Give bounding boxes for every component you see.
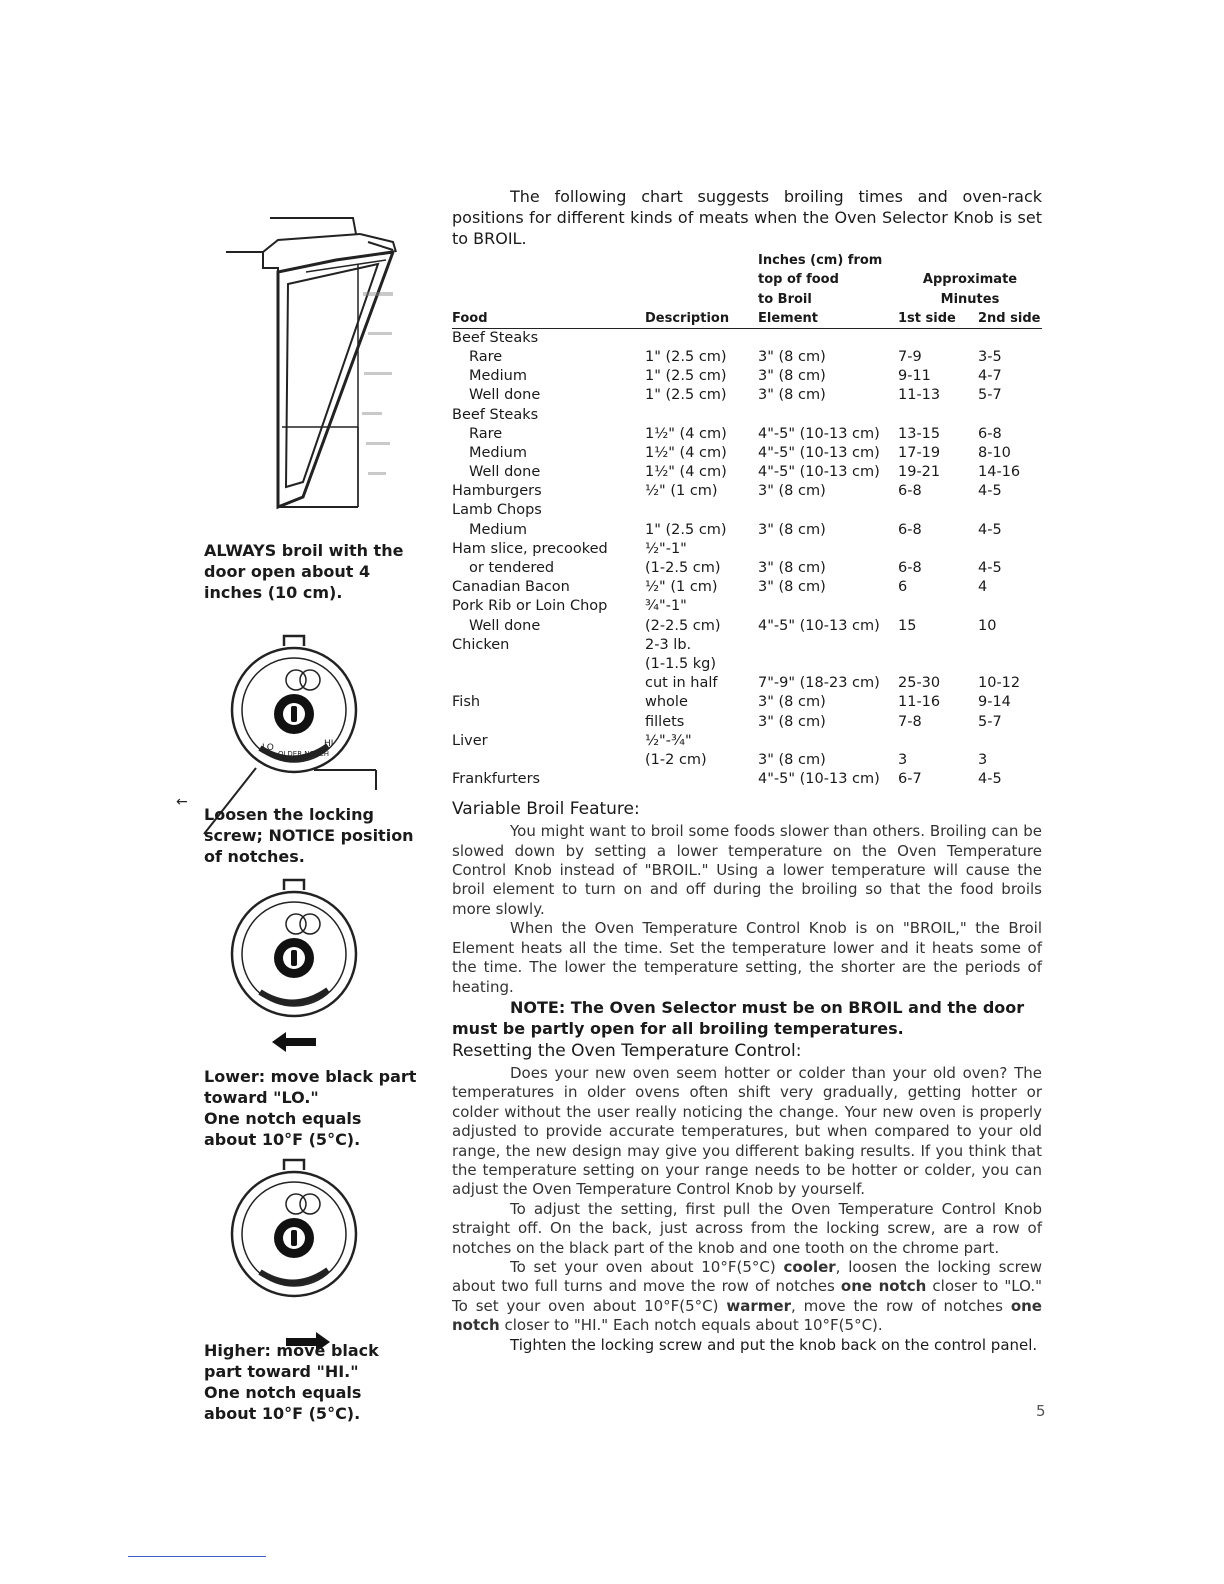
caption-always-broil: ALWAYS broil with the door open about 4 inches (10 cm). [204, 541, 404, 602]
cell-description: 1" (2.5 cm) [645, 521, 727, 538]
cell-food: Lamb Chops [452, 502, 542, 519]
cell-food: Rare [469, 348, 503, 365]
footer-rule [128, 1556, 266, 1557]
knob-lo-label: LO [262, 743, 274, 753]
intro-paragraph: The following chart suggests broiling times and oven-rack positions for different kinds of meats when the Oven Selector Knob is set to BROIL. [452, 187, 1042, 248]
cell-description: ½" (1 cm) [645, 483, 718, 500]
cell-inches [758, 636, 898, 655]
cell-food: Well done [469, 387, 541, 404]
cell-inches: 3" (8 cm) [758, 483, 826, 500]
cell-food [452, 713, 645, 732]
oven-door-open-illustration [218, 212, 438, 537]
cell-description: 1½" (4 cm) [645, 444, 727, 461]
cell-1st-side [898, 406, 978, 425]
cell-description [645, 406, 758, 425]
page-number: 5 [1036, 1402, 1046, 1420]
cell-2nd-side: 6-8 [978, 425, 1002, 442]
cell-1st-side: 6-7 [898, 771, 922, 788]
cell-2nd-side [978, 597, 1042, 616]
header-2nd-side: 2nd side [978, 307, 1042, 329]
cell-inches: 3" (8 cm) [758, 713, 826, 730]
cell-1st-side: 6-8 [898, 521, 922, 538]
cell-2nd-side: 14-16 [978, 464, 1021, 481]
cell-2nd-side: 4 [978, 579, 988, 596]
table-row [452, 713, 1042, 732]
cell-description: 2-3 lb. [645, 636, 692, 653]
cell-description: 1½" (4 cm) [645, 425, 727, 442]
cell-description: cut in half [645, 675, 718, 692]
cell-description: ½" (1 cm) [645, 579, 718, 596]
cell-inches: 3" (8 cm) [758, 368, 826, 385]
resetting-paragraph-3: To set your oven about 10°F(5°C) cooler, loosen the locking screw about two full turns and move the row of notches one notch closer to "LO." To set your oven about 10°F(5°C) warmer, move the row of notches one notch closer to "HI." Each notch equals about 10°F(5°C). [452, 1257, 1042, 1335]
cell-1st-side: 11-13 [898, 387, 941, 404]
table-row [452, 406, 1042, 425]
cell-2nd-side: 10 [978, 617, 997, 634]
knob-illustration-loosen [176, 638, 434, 810]
cell-food: Medium [469, 444, 527, 461]
cell-1st-side [898, 597, 978, 616]
cell-inches: 4"-5" (10-13 cm) [758, 444, 880, 461]
cell-food: Frankfurters [452, 771, 541, 788]
cell-2nd-side: 3-5 [978, 348, 1002, 365]
cell-inches: 4"-5" (10-13 cm) [758, 464, 880, 481]
table-row [452, 482, 1042, 501]
cell-description: 1" (2.5 cm) [645, 387, 727, 404]
caption-higher-notch: One notch equals about 10°F (5°C). [204, 1383, 362, 1423]
cell-1st-side: 6-8 [898, 483, 922, 500]
cell-inches [758, 540, 898, 559]
cell-1st-side: 17-19 [898, 444, 941, 461]
cell-2nd-side: 10-12 [978, 675, 1021, 692]
cell-food: or tendered [469, 560, 555, 576]
table-row [452, 655, 1042, 674]
cell-inches: 3" (8 cm) [758, 579, 826, 596]
cell-inches: 3" (8 cm) [758, 521, 826, 538]
cell-1st-side: 7-9 [898, 348, 922, 365]
cell-food [452, 751, 645, 770]
cell-1st-side [898, 732, 978, 751]
cell-1st-side [898, 636, 978, 655]
broil-note: NOTE: The Oven Selector must be on BROIL and the door must be partly open for all broiling temperatures. [452, 997, 1025, 1038]
cell-food [452, 674, 645, 693]
cell-food: Canadian Bacon [452, 579, 570, 596]
cell-1st-side: 6-8 [898, 560, 922, 576]
knob-hi-label: HI [324, 739, 334, 749]
cell-description: (1-2 cm) [645, 751, 707, 768]
resetting-paragraph-4: Tighten the locking screw and put the knob back on the control panel. [510, 1335, 1038, 1354]
cell-inches: 3" (8 cm) [758, 694, 826, 711]
main-content [452, 186, 1042, 1355]
cell-food: Well done [469, 464, 541, 481]
cell-2nd-side [978, 540, 1042, 559]
cell-1st-side: 19-21 [898, 464, 941, 481]
cell-inches: 3" (8 cm) [758, 560, 826, 576]
header-description: Description [645, 307, 758, 329]
cell-2nd-side [978, 655, 1042, 674]
cell-food: Liver [452, 732, 488, 749]
cell-2nd-side: 4-5 [978, 521, 1002, 538]
cell-1st-side: 7-8 [898, 713, 922, 730]
table-row [452, 617, 1042, 636]
cell-description: fillets [645, 713, 685, 730]
cell-description: (1-2.5 cm) [645, 560, 721, 576]
cell-food [452, 655, 645, 674]
cell-description: ½"-1" [645, 540, 687, 557]
cell-1st-side: 15 [898, 617, 917, 634]
cell-2nd-side: 5-7 [978, 713, 1002, 730]
header-1st-side: 1st side [898, 307, 978, 329]
table-row [452, 540, 1042, 559]
cell-2nd-side: 9-14 [978, 694, 1011, 711]
cell-food: Medium [469, 521, 527, 538]
cell-food: Ham slice, precooked [452, 540, 608, 557]
cell-description: ½"-¾" [645, 732, 692, 749]
cell-food: Fish [452, 694, 481, 711]
variable-broil-heading: Variable Broil Feature: [452, 799, 640, 820]
cell-inches: 4"-5" (10-13 cm) [758, 771, 880, 788]
cell-description: 1" (2.5 cm) [645, 368, 727, 385]
cell-2nd-side: 8-10 [978, 444, 1011, 461]
caption-lower-notch: One notch equals about 10°F (5°C). [204, 1109, 362, 1149]
table-row [452, 578, 1042, 597]
variable-broil-paragraph-2: When the Oven Temperature Control Knob is on "BROIL," the Broil Element heats all the time. Set the temperature lower and it heats some of the time. The lower the temperature setting, the shorter are the periods of heating. [452, 919, 1042, 996]
cell-inches: 7"-9" (18-23 cm) [758, 675, 880, 692]
arrow-left-icon [272, 1032, 316, 1052]
cell-inches: 3" (8 cm) [758, 751, 826, 768]
cell-food: Medium [469, 368, 527, 385]
cell-food: Hamburgers [452, 483, 542, 500]
header-inches-line3: to Broil [758, 291, 812, 307]
cell-2nd-side: 4-5 [978, 483, 1002, 500]
table-row [452, 367, 1042, 386]
cell-1st-side: 13-15 [898, 425, 941, 442]
cell-1st-side: 6 [898, 579, 908, 596]
table-row [452, 674, 1042, 693]
resetting-heading: Resetting the Oven Temperature Control: [452, 1040, 802, 1061]
cell-1st-side: 9-11 [898, 368, 931, 385]
cell-2nd-side: 4-7 [978, 368, 1002, 385]
resetting-paragraph-1: Does your new oven seem hotter or colder than your old oven? The temperatures in older ovens often shift very gradually, getting hotter or colder without the user really noticing the change. Your new oven is properly adjusted to provide accurate temperatures, but when compared to your old range, the new design may give you different baking results. If you think that the temperature setting on your range needs to be hotter or colder, you can adjust the Oven Temperature Control Knob by yourself. [452, 1063, 1042, 1199]
cell-1st-side [898, 540, 978, 559]
cell-1st-side: 3 [898, 751, 908, 768]
cell-1st-side [898, 501, 978, 520]
cell-inches [758, 655, 898, 674]
cell-food: Rare [469, 425, 503, 442]
header-inches-line4: Element [758, 307, 898, 329]
cell-inches: 4"-5" (10-13 cm) [758, 617, 880, 634]
table-row [452, 501, 1042, 520]
knob-notch-text: OLDER NOTCH [278, 750, 330, 758]
header-inches-line2: top of food [758, 272, 839, 288]
knob-illustration-higher [204, 1162, 434, 1352]
cell-2nd-side: 4-5 [978, 771, 1002, 788]
variable-broil-paragraph-1: You might want to broil some foods slower than others. Broiling can be slowed down by setting a lower temperature on the Oven Temperature Control Knob instead of "BROIL." Using a lower temperature will cause the broil element to turn on and off during the broiling so that the food broils more slowly. [452, 822, 1042, 918]
cell-1st-side: 11-16 [898, 694, 941, 711]
cell-inches: 3" (8 cm) [758, 387, 826, 404]
cell-inches [758, 501, 898, 520]
header-minutes: Minutes [940, 291, 1000, 307]
cell-inches [758, 597, 898, 616]
cell-2nd-side [978, 328, 1042, 348]
cell-2nd-side [978, 406, 1042, 425]
table-row [452, 463, 1042, 482]
table-row [452, 770, 1042, 789]
cell-description: whole [645, 694, 688, 711]
cell-2nd-side: 3 [978, 751, 988, 768]
caption-loosen-screw: Loosen the locking screw; NOTICE position of notches. [204, 805, 414, 866]
cell-description: (2-2.5 cm) [645, 617, 721, 634]
cell-food: Beef Steaks [452, 329, 539, 346]
cell-food: Beef Steaks [452, 406, 539, 423]
table-row [452, 636, 1042, 655]
knob-illustration-lower [204, 882, 434, 1062]
caption-higher: Higher: move black part toward "HI." [204, 1341, 379, 1381]
broiling-chart-table [452, 249, 1042, 789]
cell-description: 1" (2.5 cm) [645, 348, 727, 365]
table-row [452, 597, 1042, 616]
cell-inches [758, 406, 898, 425]
table-row [452, 328, 1042, 348]
cell-2nd-side: 5-7 [978, 387, 1002, 404]
cell-food: Pork Rib or Loin Chop [452, 598, 608, 615]
cell-inches: 3" (8 cm) [758, 348, 826, 365]
cell-inches [758, 328, 898, 348]
resetting-paragraph-2: To adjust the setting, first pull the Oven Temperature Control Knob straight off. On the back, just across from the locking screw, are a row of notches on the black part of the knob and one tooth on the chrome part. [452, 1199, 1042, 1257]
table-row [452, 751, 1042, 770]
table-row [452, 521, 1042, 540]
header-inches-line1: Inches (cm) from [758, 253, 883, 269]
cell-description: (1-1.5 kg) [645, 655, 717, 672]
cell-description [645, 501, 758, 520]
cell-description: 1½" (4 cm) [645, 464, 727, 481]
cell-1st-side [898, 655, 978, 674]
table-row [452, 693, 1042, 712]
header-food: Food [452, 307, 645, 329]
table-row [452, 732, 1042, 751]
cell-inches: 4"-5" (10-13 cm) [758, 425, 880, 442]
header-approximate: Approximate [922, 272, 1018, 288]
cell-description [645, 770, 758, 789]
table-row [452, 444, 1042, 463]
cell-2nd-side [978, 732, 1042, 751]
table-row [452, 559, 1042, 578]
cell-description [645, 328, 758, 348]
arrow-icon: ← [176, 794, 188, 810]
cell-description: ¾"-1" [645, 598, 687, 615]
cell-1st-side [898, 328, 978, 348]
cell-1st-side: 25-30 [898, 675, 941, 692]
cell-2nd-side: 4-5 [978, 560, 1002, 576]
caption-lower: Lower: move black part toward "LO." [204, 1067, 417, 1107]
cell-2nd-side [978, 636, 1042, 655]
table-body [452, 328, 1042, 789]
cell-food: Well done [469, 617, 541, 634]
table-row [452, 425, 1042, 444]
table-row [452, 348, 1042, 367]
cell-inches [758, 732, 898, 751]
cell-2nd-side [978, 501, 1042, 520]
table-row [452, 386, 1042, 405]
cell-food: Chicken [452, 636, 510, 653]
